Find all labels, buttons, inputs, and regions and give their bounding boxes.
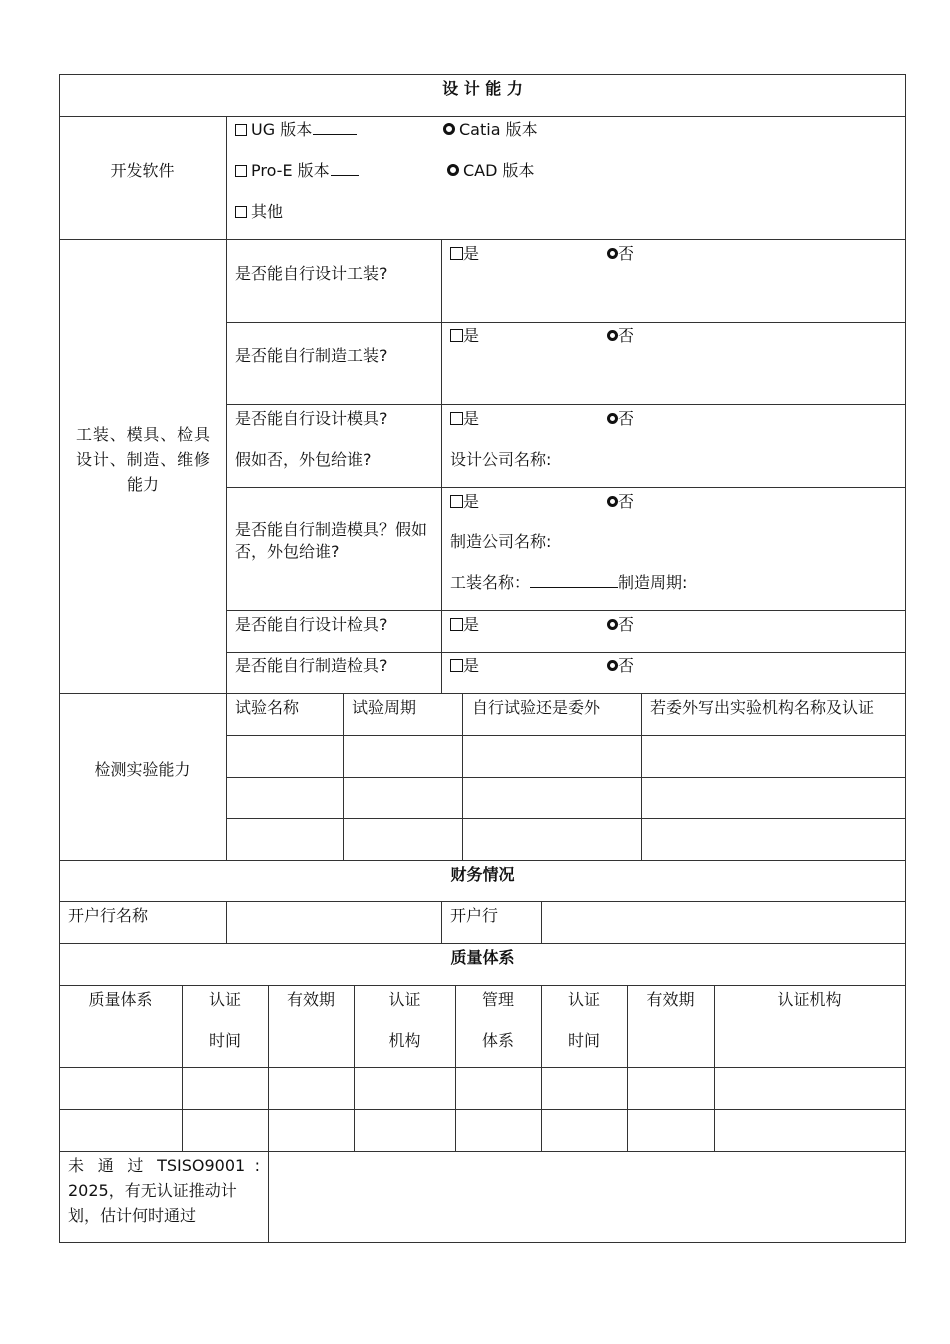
fill-in-line: [313, 120, 357, 135]
quality-note-line-1: 未 通 过 TSISO9001 :: [68, 1156, 260, 1175]
rule: [59, 239, 906, 240]
rule: [226, 610, 906, 611]
option-proe[interactable]: Pro-E 版本: [235, 160, 359, 182]
quality-header: 质量体系: [88, 990, 153, 1009]
design-company-label: 设计公司名称:: [450, 450, 552, 469]
tooling-label-line-2: 设计、制造、维修: [76, 450, 210, 469]
radio-selected-icon: [447, 164, 459, 176]
rule: [59, 693, 906, 694]
answer-no[interactable]: 否: [607, 408, 634, 430]
answer-yes[interactable]: 是: [450, 243, 479, 265]
answer-yes[interactable]: 是: [450, 491, 479, 513]
testing-header: 若委外写出实验机构名称及认证: [650, 698, 875, 717]
rule: [462, 693, 463, 860]
quality-header: 有效期: [286, 990, 335, 1009]
rule: [641, 693, 642, 860]
question-make-gauge: 是否能自行制造检具?: [235, 656, 388, 675]
bank-label: 开户行: [450, 906, 499, 925]
question-design-mold: 是否能自行设计模具?: [235, 409, 388, 428]
rule: [59, 74, 60, 1243]
section-title-finance: 财务情况: [450, 865, 515, 884]
radio-selected-icon: [607, 248, 618, 259]
question-design-gauge: 是否能自行设计检具?: [235, 615, 388, 634]
quality-header: 管理: [481, 990, 514, 1009]
question-make-mold: 是否能自行制造模具？假如否，外包给谁?: [235, 520, 428, 561]
rule: [59, 901, 906, 902]
answer-yes[interactable]: 是: [450, 614, 479, 636]
quality-header: 认证: [567, 990, 600, 1009]
fill-in-line: [331, 161, 359, 176]
radio-selected-icon: [607, 413, 618, 424]
question-design-fixture: 是否能自行设计工装?: [235, 264, 388, 283]
section-title-quality: 质量体系: [450, 948, 515, 967]
radio-selected-icon: [607, 619, 618, 630]
rule: [226, 322, 906, 323]
answer-no[interactable]: 否: [607, 614, 634, 636]
rule: [441, 901, 442, 943]
answer-no[interactable]: 否: [607, 325, 634, 347]
rule: [59, 985, 906, 986]
option-cad[interactable]: CAD 版本: [447, 160, 535, 182]
rule: [268, 985, 269, 1243]
checkbox-icon: [235, 206, 247, 218]
checkbox-icon: [450, 618, 463, 631]
fill-in-line: [530, 573, 618, 588]
radio-selected-icon: [607, 330, 618, 341]
answer-yes[interactable]: 是: [450, 408, 479, 430]
quality-header: 有效期: [646, 990, 695, 1009]
quality-note-line-2: 2025，有无认证推动计: [68, 1181, 237, 1200]
checkbox-icon: [450, 412, 463, 425]
rule: [226, 404, 906, 405]
quality-header: 机构: [388, 1031, 421, 1050]
tooling-label-line-1: 工装、模具、检具: [76, 425, 210, 444]
quality-header: 认证: [388, 990, 421, 1009]
quality-header: 认证机构: [777, 990, 842, 1009]
rule: [59, 1067, 906, 1068]
rule: [226, 116, 227, 860]
option-ug[interactable]: UG 版本: [235, 119, 357, 141]
rule: [226, 652, 906, 653]
manufacture-company-label: 制造公司名称:: [450, 532, 552, 551]
rule: [59, 1109, 906, 1110]
tool-name-row: 工装名称： 制造周期:: [450, 573, 688, 592]
answer-no[interactable]: 否: [607, 655, 634, 677]
testing-header: 试验周期: [352, 698, 417, 717]
rule: [59, 860, 906, 861]
question-make-fixture: 是否能自行制造工装?: [235, 346, 388, 365]
quality-header: 时间: [208, 1031, 241, 1050]
section-title-design: 设 计 能 力: [442, 79, 523, 98]
quality-note-line-3: 划，估计何时通过: [68, 1206, 197, 1225]
rule: [226, 487, 906, 488]
answer-yes[interactable]: 是: [450, 655, 479, 677]
quality-header: 时间: [567, 1031, 600, 1050]
checkbox-icon: [450, 495, 463, 508]
question-design-mold-outsource: 假如否，外包给谁?: [235, 450, 372, 469]
radio-selected-icon: [443, 123, 455, 135]
rule: [59, 943, 906, 944]
radio-selected-icon: [607, 496, 618, 507]
checkbox-icon: [235, 165, 247, 177]
rule: [226, 777, 906, 778]
checkbox-icon: [450, 329, 463, 342]
rule: [59, 74, 906, 75]
testing-header: 试验名称: [235, 698, 300, 717]
rule: [59, 116, 906, 117]
rule: [226, 818, 906, 819]
option-other[interactable]: 其他: [235, 201, 283, 223]
rule: [59, 1151, 906, 1152]
answer-yes[interactable]: 是: [450, 325, 479, 347]
rule: [441, 239, 442, 693]
checkbox-icon: [450, 659, 463, 672]
option-catia[interactable]: Catia 版本: [443, 119, 538, 141]
quality-header: 认证: [208, 990, 241, 1009]
software-label: 开发软件: [110, 161, 175, 180]
checkbox-icon: [450, 247, 463, 260]
rule: [226, 735, 906, 736]
checkbox-icon: [235, 124, 247, 136]
radio-selected-icon: [607, 660, 618, 671]
rule: [226, 901, 227, 943]
testing-header: 自行试验还是委外: [472, 698, 601, 717]
bank-name-label: 开户行名称: [68, 906, 149, 925]
rule: [541, 901, 542, 943]
rule: [59, 1242, 906, 1243]
testing-label: 检测实验能力: [94, 760, 191, 779]
answer-no[interactable]: 否: [607, 491, 634, 513]
tooling-label-line-3: 能力: [126, 475, 159, 494]
quality-header: 体系: [481, 1031, 514, 1050]
rule: [343, 693, 344, 860]
answer-no[interactable]: 否: [607, 243, 634, 265]
rule: [905, 74, 906, 1243]
